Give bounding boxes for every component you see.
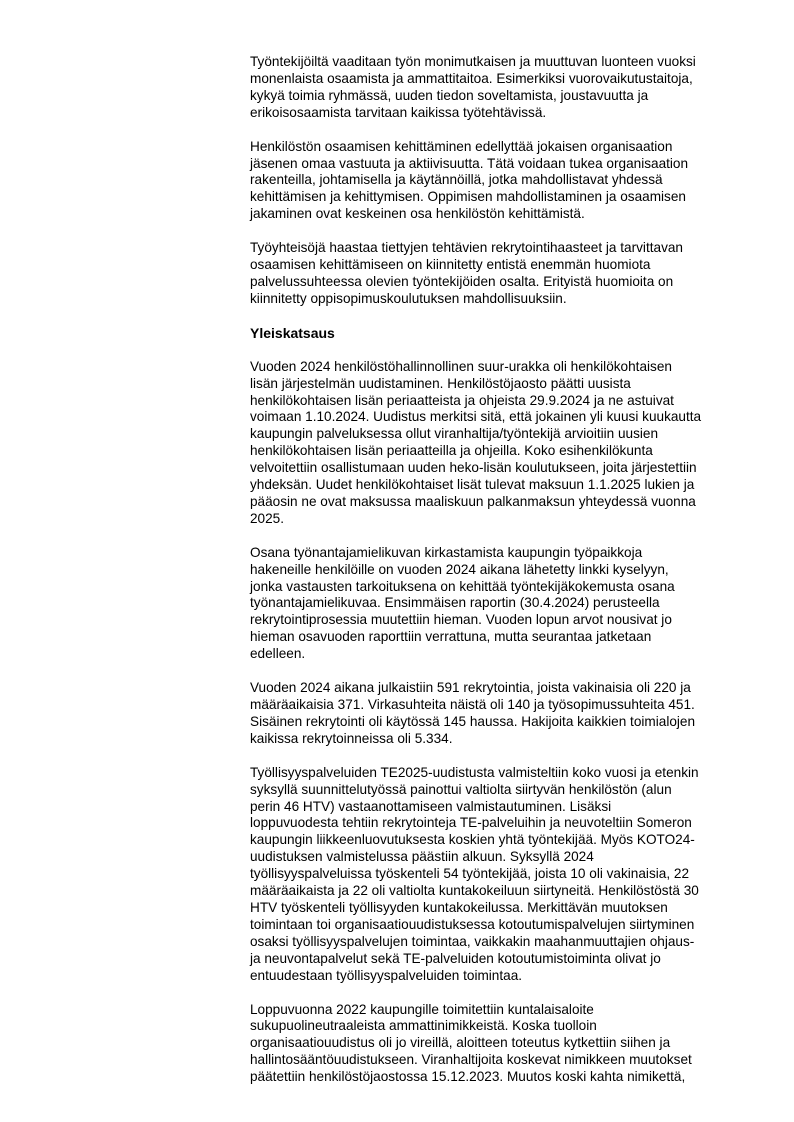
paragraph bbox=[250, 680, 742, 748]
text-line: loppuvuodesta tehtiin rekrytointeja TE-palveluihin ja neuvoteltiin Someron bbox=[250, 815, 692, 831]
text-line: velvoitettiin osallistumaan uuden heko-lisän koulutukseen, joita järjestettiin bbox=[250, 460, 697, 476]
text-line: Vuoden 2024 henkilöstöhallinnollinen suur-urakka oli henkilökohtaisen bbox=[250, 358, 672, 374]
text-line: voimaan 1.10.2024. Uudistus merkitsi sitä, että jokainen yli kuusi kuukautta bbox=[250, 409, 702, 425]
text-line: Työllisyyspalveluiden TE2025-uudistusta valmisteltiin koko vuosi ja etenkin bbox=[250, 764, 699, 780]
text-line: jäsenen omaa vastuuta ja aktiivisuutta. Tätä voidaan tukea organisaation bbox=[250, 155, 689, 171]
paragraph bbox=[250, 139, 742, 224]
text-line: rekrytointiprosessia muutettiin hieman. Vuoden lopun arvot nousivat jo bbox=[250, 612, 672, 628]
text-line: erikoisosaamista tarvitaan kaikissa työtehtävissä. bbox=[250, 104, 547, 120]
text-line: työnantajamielikuvaa. Ensimmäisen raportin (30.4.2024) perusteella bbox=[250, 595, 660, 611]
paragraph bbox=[250, 359, 742, 528]
text-line: henkilökohtaisen lisän periaatteilla ja ohjeilla. Koko esihenkilökunta bbox=[250, 443, 653, 459]
document-page bbox=[250, 54, 742, 1103]
text-line: jonka vastausten tarkoituksena on kehittää työntekijäkokemusta osana bbox=[250, 578, 675, 594]
text-line: Työyhteisöjä haastaa tiettyjen tehtävien rekrytointihaasteet ja tarvittavan bbox=[250, 240, 683, 256]
paragraph bbox=[250, 240, 742, 308]
text-line: Osana työnantajamielikuvan kirkastamista kaupungin työpaikkoja bbox=[250, 544, 643, 560]
text-line: palvelussuhteessa olevien työntekijöiden osalta. Erityistä huomioita on bbox=[250, 273, 674, 289]
text-line: edelleen. bbox=[250, 646, 306, 662]
text-line: henkilökohtaisen lisän periaatteista ja ohjeista 29.9.2024 ja ne astuivat bbox=[250, 392, 674, 408]
text-line: Sisäinen rekrytointi oli käytössä 145 haussa. Hakijoita kaikkien toimialojen bbox=[250, 713, 696, 729]
text-line: kykyä toimia ryhmässä, uuden tiedon soveltamista, joustavuutta ja bbox=[250, 87, 649, 103]
text-line: kiinnitetty oppisopimuskoulutuksen mahdollisuuksiin. bbox=[250, 290, 567, 306]
text-line: työllisyyspalveluissa työskenteli 54 työntekijää, joista 10 oli vakinaisia, 22 bbox=[250, 866, 690, 882]
text-line: jakaminen ovat keskeinen osa henkilöstön kehittämistä. bbox=[250, 206, 585, 222]
text-line: organisaatiouudistus oli jo vireillä, aloitteen toteutus kytkettiin siihen ja bbox=[250, 1035, 671, 1051]
text-line: ja neuvontapalvelut sekä TE-palveluiden kotoutumistoiminta olivat jo bbox=[250, 950, 661, 966]
text-line: entuudestaan työllisyyspalveluiden toimintaa. bbox=[250, 967, 523, 983]
paragraph bbox=[250, 545, 742, 663]
text-line: lisän järjestelmän uudistaminen. Henkilöstöjaosto päätti uusista bbox=[250, 375, 631, 391]
text-line: kaupungin palveluksessa ollut viranhaltija/työntekijä arvioitiin uusien bbox=[250, 426, 659, 442]
text-line: Loppuvuonna 2022 kaupungille toimitettiin kuntalaisaloite bbox=[250, 1001, 594, 1017]
text-line: kaikissa rekrytoinneissa oli 5.334. bbox=[250, 730, 453, 746]
paragraph bbox=[250, 765, 742, 985]
text-line: rakenteilla, johtamisella ja käytännöillä, jotka mahdollistavat yhdessä bbox=[250, 172, 663, 188]
text-line: päätettiin henkilöstöjaostossa 15.12.2023. Muutos koski kahta nimikettä, bbox=[250, 1069, 686, 1085]
text-line: määräaikaista ja 22 oli valtiolta kuntakokeiluun siirtyneitä. Henkilöstöstä 30 bbox=[250, 883, 699, 899]
text-line: Vuoden 2024 aikana julkaistiin 591 rekrytointia, joista vakinaisia oli 220 ja bbox=[250, 680, 691, 696]
section-heading: Yleiskatsaus bbox=[250, 324, 335, 341]
text-line: uudistuksen valmistelussa päästiin alkuun. Syksyllä 2024 bbox=[250, 849, 594, 865]
text-line: hakeneille henkilöille on vuoden 2024 aikana lähetetty linkki kyselyyn, bbox=[250, 561, 669, 577]
text-line: 2025. bbox=[250, 510, 285, 526]
text-line: Henkilöstön osaamisen kehittäminen edellyttää jokaisen organisaation bbox=[250, 138, 673, 154]
text-line: pääosin ne ovat maksussa maaliskuun palkanmaksun yhteydessä vuonna bbox=[250, 493, 696, 509]
text-line: hallintosääntöuudistukseen. Viranhaltijoita koskevat nimikkeen muutokset bbox=[250, 1052, 692, 1068]
text-line: hieman osavuoden raporttiin verrattuna, mutta seurantaa jatketaan bbox=[250, 629, 652, 645]
text-line: HTV työskenteli työllisyyden kuntakokeilussa. Merkittävän muutoksen bbox=[250, 899, 668, 915]
text-line: yhdeksän. Uudet henkilökohtaiset lisät tulevat maksuun 1.1.2025 lukien ja bbox=[250, 477, 695, 493]
paragraph bbox=[250, 54, 742, 122]
text-line: Työntekijöiltä vaaditaan työn monimutkaisen ja muuttuvan luonteen vuoksi bbox=[250, 54, 696, 69]
overview-section bbox=[250, 359, 742, 1086]
text-line: sukupuolineutraaleista ammattinimikkeistä. Koska tuolloin bbox=[250, 1018, 597, 1034]
intro-section bbox=[250, 54, 742, 308]
text-line: osaamisen kehittämiseen on kiinnitetty entistä enemmän huomiota bbox=[250, 257, 651, 273]
text-line: määräaikaisia 371. Virkasuhteita näistä oli 140 ja työsopimussuhteita 451. bbox=[250, 697, 695, 712]
text-line: syksyllä suunnittelutyössä painottui valtiolta siirtyvän henkilöstön (alun bbox=[250, 781, 672, 797]
text-line: kaupungin liikkeenluovutuksesta koskien yhtä työntekijää. Myös KOTO24- bbox=[250, 832, 695, 848]
text-line: osaksi työllisyyspalvelujen toimintaa, vaikkakin maahanmuuttajien ohjaus- bbox=[250, 933, 695, 949]
text-line: perin 46 HTV) vastaanottamiseen valmistautuminen. Lisäksi bbox=[250, 798, 612, 814]
paragraph bbox=[250, 1002, 742, 1087]
text-line: toimintaan toi organisaatiouudistuksessa kotoutumispalvelujen siirtyminen bbox=[250, 916, 695, 932]
text-line: monenlaista osaamista ja ammattitaitoa. Esimerkiksi vuorovaikutustaitoja, bbox=[250, 70, 693, 86]
text-line: kehittämisen ja kehittymisen. Oppimisen mahdollistaminen ja osaamisen bbox=[250, 189, 686, 205]
